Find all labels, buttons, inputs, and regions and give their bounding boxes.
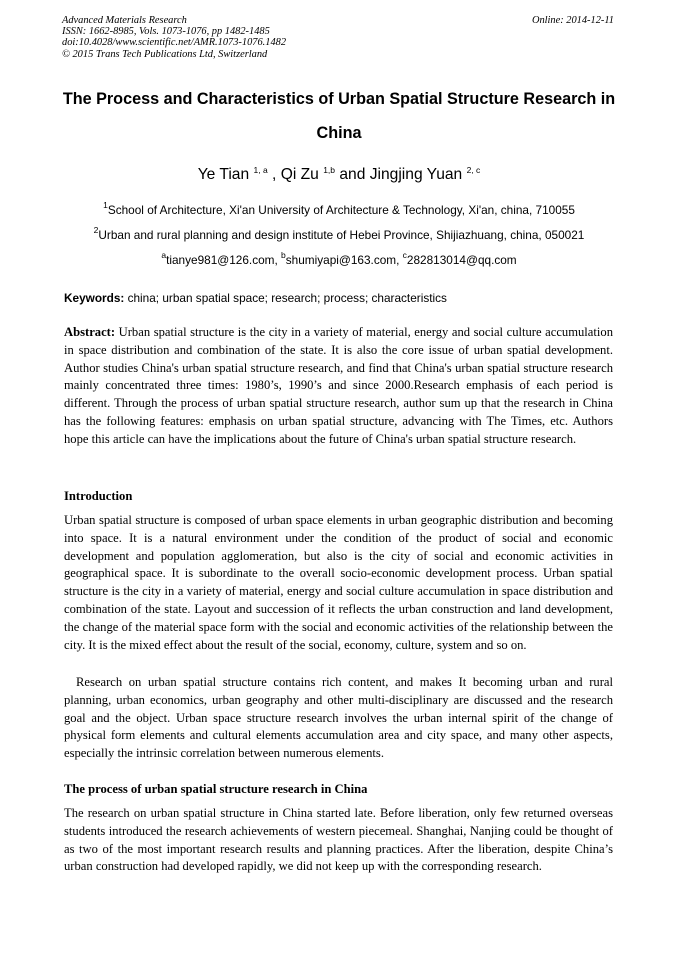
author-sup: 1,b bbox=[323, 165, 336, 175]
email-address: tianye981@126.com, bbox=[166, 253, 278, 267]
keywords-text: china; urban spatial space; research; process; characteristics bbox=[127, 291, 447, 305]
paper-title-line-1: The Process and Characteristics of Urban Spatial Structure Research in bbox=[62, 90, 616, 108]
affiliation-2 bbox=[56, 227, 622, 243]
paper-title-line-2: China bbox=[316, 124, 362, 142]
author-separator: , bbox=[272, 166, 277, 183]
intro-paragraph-1: Urban spatial structure is composed of urban space elements in urban geographic distribution and becoming into space. It is a natural environment under the condition of the product of social and economic development and population agglomeration, but also is the city of social and economic activities in geographical space. It is subordinate to the overall socio-economic development process. Urban spatial structure is the city in a variety of material, energy and social culture accumulation in space distribution and combination of the state. Layout and succession of it reflects the urban construction and land development, the change of the material space form with the social and economic activities of the relationship between the city. It is the mixed effect about the result of the social, economy, culture, system and so on. bbox=[64, 513, 613, 652]
issn-line: ISSN: 1662-8985, Vols. 1073-1076, pp 1482-1485 bbox=[62, 26, 270, 38]
author-name: Ye Tian bbox=[197, 166, 250, 183]
email-address: shumiyapi@163.com, bbox=[285, 253, 400, 267]
section-heading-process: The process of urban spatial structure research in China bbox=[64, 782, 368, 796]
email-address: 282813014@qq.com bbox=[406, 253, 517, 267]
abstract-paragraph bbox=[64, 324, 613, 449]
author-list bbox=[56, 165, 622, 185]
author-sup: 2, c bbox=[466, 165, 481, 175]
email-sup: b bbox=[281, 250, 286, 260]
author-name: Jingjing Yuan bbox=[369, 166, 463, 183]
online-date: Online: 2014-12-11 bbox=[531, 15, 614, 26]
process-paragraph-1: The research on urban spatial structure in China started late. Before liberation, only few returned overseas students introduced the research achievements of western piecemeal. Shanghai, Nanjing could be thought of as two of the most important research results and planning practices. After the liberation, despite China’s urban construction had developed rapidly, we did not keep up with the corresponding research. bbox=[64, 806, 613, 874]
email-sup: a bbox=[161, 250, 167, 260]
copyright-line: © 2015 Trans Tech Publications Ltd, Switzerland bbox=[62, 48, 268, 60]
affiliation-text: School of Architecture, Xi'an University of Architecture & Technology, Xi'an, china, 710055 bbox=[107, 203, 575, 217]
author-separator: and bbox=[339, 166, 366, 183]
author-sup: 1, a bbox=[253, 165, 268, 175]
affiliation-1 bbox=[56, 202, 622, 218]
journal-name: Advanced Materials Research bbox=[62, 15, 187, 26]
affiliation-text: Urban and rural planning and design institute of Hebei Province, Shijiazhuang, china, 050021 bbox=[98, 228, 585, 242]
abstract-label: Abstract: bbox=[64, 325, 116, 339]
intro-paragraph-2: Research on urban spatial structure contains rich content, and makes It becoming urban and rural planning, urban economics, urban geography and other multi-disciplinary are discussed and the research goal and the object. Urban space structure research involves the urban internal spirit of the change of physical form elements and cultural elements accumulation area and city space, and many other aspects, especially the intrinsic correlation between numerous elements. bbox=[64, 675, 613, 761]
keywords bbox=[64, 290, 624, 306]
keywords-label: Keywords: bbox=[64, 291, 125, 305]
author-emails bbox=[56, 252, 622, 268]
affiliation-sup: 2 bbox=[93, 225, 99, 235]
doi-line: doi:10.4028/www.scientific.net/AMR.1073-1076.1482 bbox=[62, 37, 287, 49]
email-sup: c bbox=[402, 250, 407, 260]
section-heading-introduction: Introduction bbox=[64, 489, 133, 503]
author-name: Qi Zu bbox=[280, 166, 319, 183]
affiliation-sup: 1 bbox=[103, 200, 108, 210]
journal-header bbox=[62, 15, 286, 60]
abstract-text: Urban spatial structure is the city in a variety of material, energy and social culture accumulation in space distribution and combination of the state. It is also the core issue of urban spatial development. Author studies China's urban spatial structure research, and find that China's urban spatial structure research mainly concentrated three times: 1980’s, 1990’s and since 2000.Research emphasis of each period is different. Through the process of urban spatial structure research, author sum up that the research in China has the following features: emphasis on urban spatial structure, advancing with The Times, etc. Authors hope this article can have the implications about the future of China's urban spatial structure research. bbox=[64, 325, 613, 446]
